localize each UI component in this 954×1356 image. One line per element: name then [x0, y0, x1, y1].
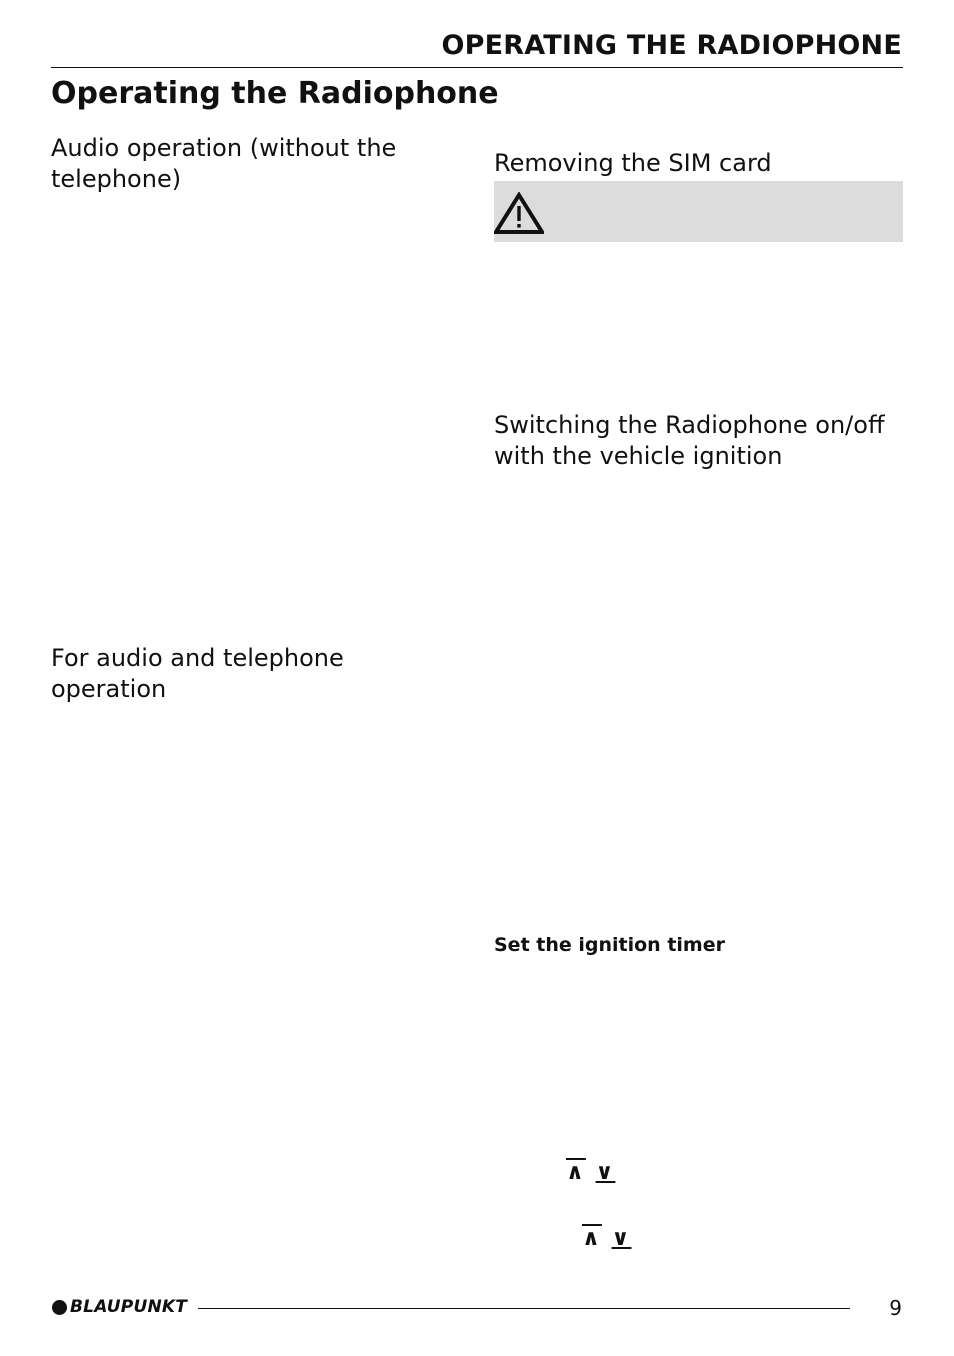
page-number: 9 [889, 1296, 902, 1320]
logo-dot-icon [52, 1300, 67, 1315]
brand-logo [52, 1297, 187, 1317]
footer-divider [198, 1308, 850, 1309]
up-down-arrows-1 [566, 1160, 615, 1185]
ignition-timer-note: Set the ignition timer [494, 934, 725, 956]
heading-switching-ignition: Switching the Radiophone on/off with the vehicle ignition [494, 411, 885, 470]
warning-box [494, 181, 903, 242]
section-header-title: OPERATING THE RADIOPHONE [441, 30, 902, 61]
warning-triangle-icon [494, 192, 544, 234]
arrow-down-icon: ∨ [611, 1226, 632, 1251]
arrow-down-icon: ∨ [595, 1160, 616, 1185]
heading-removing-sim: Removing the SIM card [494, 149, 772, 177]
up-down-arrows-2 [582, 1226, 631, 1251]
brand-name: BLAUPUNKT [70, 1297, 188, 1317]
arrow-up-icon: ∧ [582, 1226, 602, 1251]
page-title: Operating the Radiophone [51, 76, 499, 111]
header-divider [51, 67, 903, 68]
heading-audio-telephone-operation: For audio and telephone operation [51, 644, 344, 703]
arrow-up-icon: ∧ [566, 1160, 586, 1185]
heading-audio-operation: Audio operation (without the telephone) [51, 134, 397, 193]
